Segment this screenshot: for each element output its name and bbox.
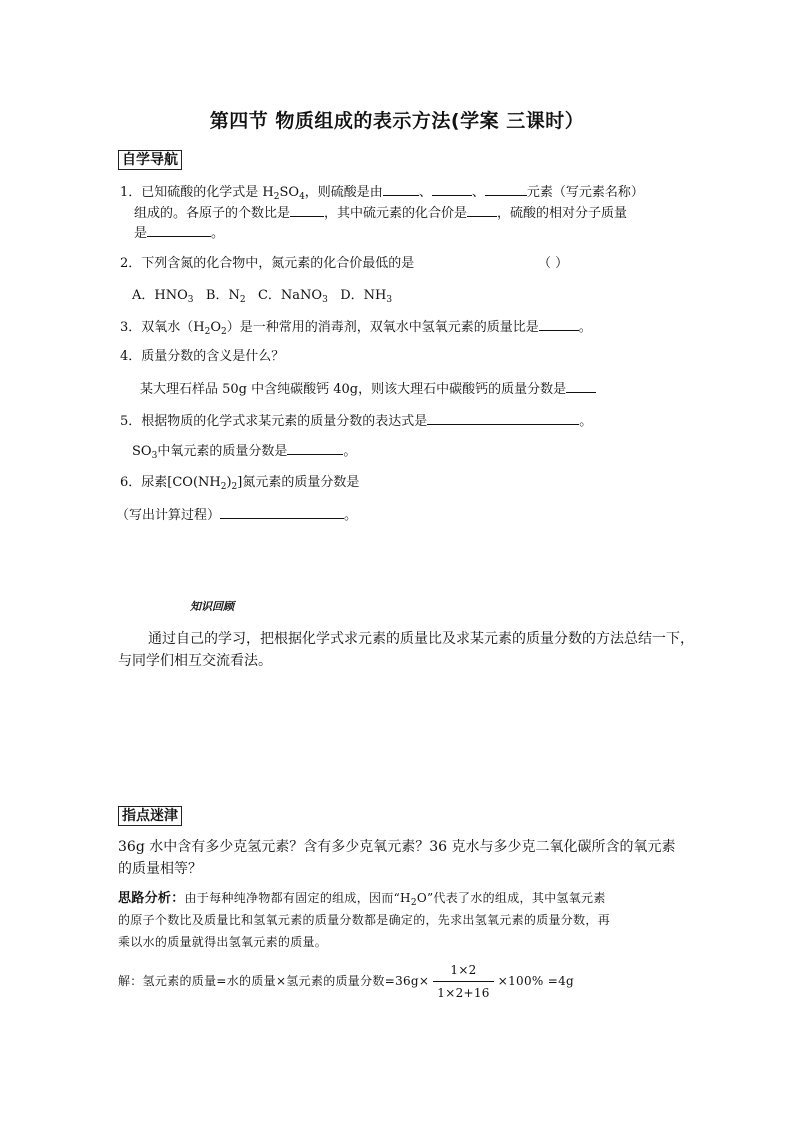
question-4: 4．质量分数的含义是什么？ (120, 349, 285, 364)
answer-blank[interactable] (220, 506, 344, 519)
answer-blank[interactable] (467, 204, 497, 217)
example-question-line-1: 36g 水中含有多少克氢元素？含有多少克氧元素？36 克水与多少克二氧化碳所含的氧元素 (118, 839, 676, 855)
review-paragraph-line-2: 与同学们相互交流看法。 (118, 653, 272, 669)
question-5-sub: $SO_3$中氧元素的质量分数是 。 (132, 444, 357, 461)
answer-blank[interactable] (383, 183, 419, 196)
question-1-line-3: 是 。 (134, 226, 225, 241)
section-heading-review: 知识回顾 (190, 600, 234, 613)
section-heading-self-study: 自学导航 (118, 150, 182, 170)
review-paragraph-line-1: 通过自己的学习，把根据化学式求元素的质量比及求某元素的质量分数的方法总结一下， (148, 631, 694, 647)
answer-blank[interactable] (485, 183, 527, 196)
option-d[interactable]: D．$NH_3$ (340, 288, 393, 305)
question-1-line-1: 1．已知硫酸的化学式是 $H_2SO_4$，则硫酸是由 、 、 元素（写元素名称） (120, 185, 644, 202)
answer-blank[interactable] (566, 380, 596, 393)
option-c[interactable]: C．NaNO$_3$ (257, 288, 328, 305)
option-a[interactable]: A．$HNO_3$ (132, 288, 194, 305)
answer-blank[interactable] (290, 204, 324, 217)
hint-line-1: 思路分析：由于每种纯净物都有固定的组成，因而“$H_2O$”代表了水的组成，其中氢氧元素 (118, 891, 606, 908)
question-4-sub: 某大理石样品 50g 中含纯碳酸钙 40g，则该大理石中碳酸钙的质量分数是 (140, 380, 596, 399)
section-heading-guidance: 指点迷津 (118, 806, 182, 826)
question-2: 2．下列含氮的化合物中，氮元素的化合价最低的是 (120, 256, 415, 271)
hint-label: 思路分析： (118, 891, 185, 906)
question-1-line-2: 组成的。各原子的个数比是 ，其中硫元素的化合价是 ，硫酸的相对分子质量 (134, 206, 628, 221)
question-3: 3．双氧水$(H_2O_2)$是一种常用的消毒剂，双氧水中氢氧元素的质量比是 。 (120, 320, 592, 337)
mass-fraction: $\frac{1\times 2}{1\times 2+16}$ (433, 960, 493, 1003)
hint-line-2: 的原子个数比及质量比和氢氧元素的质量分数都是确定的，先求出氢氧元素的质量分数，再 (118, 913, 611, 927)
question-6: 6．尿素$[CO(NH_2)_2]$氮元素的质量分数是 (120, 475, 360, 492)
page-title: 第四节 物质组成的表示方法(学案 三课时） (209, 110, 585, 132)
answer-blank[interactable] (427, 412, 579, 425)
example-question-line-2: 的质量相等？ (118, 861, 202, 877)
question-6-work: （写出计算过程） 。 (116, 508, 358, 523)
answer-blank[interactable] (539, 318, 579, 331)
question-2-answer-paren[interactable]: （ ） (538, 256, 569, 271)
answer-blank[interactable] (147, 224, 211, 237)
solution-formula: 解：氢元素的质量=水的质量×氢元素的质量分数=36g× $\frac{1\times 2}{1\times 2+16}$ ×100% =4g (118, 960, 574, 1003)
option-b[interactable]: B．$N_2$ (205, 288, 246, 305)
answer-blank[interactable] (432, 183, 472, 196)
question-5: 5．根据物质的化学式求某元素的质量分数的表达式是 。 (120, 414, 593, 429)
hint-line-3: 乘以水的质量就得出氢氧元素的质量。 (118, 935, 328, 949)
answer-blank[interactable] (287, 442, 343, 455)
question-2-options (132, 287, 392, 305)
